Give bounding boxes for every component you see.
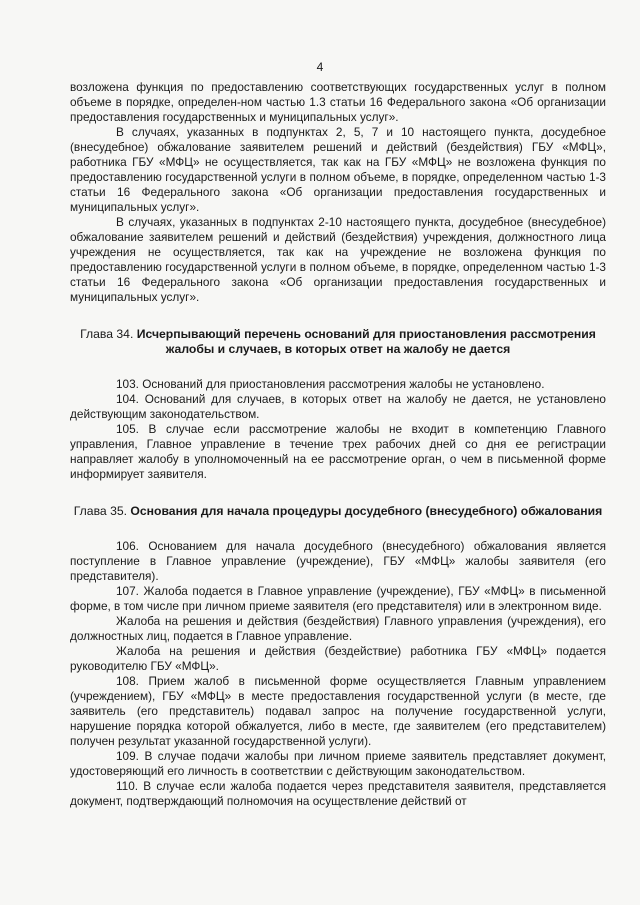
paragraph: 108. Прием жалоб в письменной форме осуществляется Главным управлением (учреждением), ГБУ «МФЦ» в месте предоставления государственной услуги (в месте, где заявитель (его представитель) подавал запрос на получение государственной услуги, нарушение порядка которой обжалуется, либо в месте, где заявителем (его представителем) получен результат указанной государственной услуги). bbox=[70, 674, 606, 748]
paragraph: В случаях, указанных в подпунктах 2, 5, 7 и 10 настоящего пункта, досудебное (внесудебное) обжалование заявителем решений и действий (бездействия) ГБУ «МФЦ», работника ГБУ «МФЦ» не осуществляется, так как на ГБУ «МФЦ» не возложена функция по предоставлению государственной услуги в полном объеме, в порядке, определенном частью 1-3 статьи 16 Федерального закона «Об организации предоставления государственных и муниципальных услуг». bbox=[70, 125, 606, 214]
paragraph: Жалоба на решения и действия (бездействия) Главного управления (учреждения), его должностных лиц, подается в Главное управление. bbox=[70, 614, 606, 643]
page-number: 4 bbox=[316, 60, 324, 74]
document-body bbox=[70, 58, 606, 809]
chapter-34-title: Исчерпывающий перечень оснований для приостановления рассмотрения жалобы и случаев, в которых ответ на жалобу не дается bbox=[136, 327, 596, 356]
paragraph: 103. Оснований для приостановления рассмотрения жалобы не установлено. bbox=[116, 377, 545, 391]
paragraph: В случаях, указанных в подпунктах 2-10 настоящего пункта, досудебное (внесудебное) обжалование заявителем решений и действий (бездействия) учреждения, должностного лица учреждения не осуществляется, так как на учреждение не возложена функция по предоставлению государственной услуги в полном объеме, в порядке, определенном частью 1-3 статьи 16 Федерального закона «Об организации предоставления государственных и муниципальных услуг». bbox=[70, 215, 606, 304]
chapter-34-prefix: Глава 34. bbox=[80, 327, 134, 341]
paragraph: 107. Жалоба подается в Главное управление (учреждение), ГБУ «МФЦ» в письменной форме, в том числе при личном приеме заявителя (его представителя) или в электронном виде. bbox=[70, 584, 606, 613]
paragraph: 104. Оснований для случаев, в которых ответ на жалобу не дается, не установлено действующим законодательством. bbox=[70, 392, 606, 421]
paragraph: 110. В случае если жалоба подается через представителя заявителя, представляется документ, подтверждающий полномочия на осуществление действий от bbox=[70, 779, 606, 808]
chapter-35-prefix: Глава 35. bbox=[73, 504, 128, 518]
chapter-35-heading bbox=[70, 504, 606, 519]
paragraph: возложена функция по предоставлению соответствующих государственных услуг в полном объеме в порядке, определен-ном частью 1.3 статьи 16 Федерального закона «Об организации предоставления государственных и муниципальных услуг». bbox=[70, 80, 606, 124]
paragraph: 109. В случае подачи жалобы при личном приеме заявитель представляет документ, удостоверяющий его личность в соответствии с действующим законодательством. bbox=[70, 749, 606, 778]
paragraph: Жалоба на решения и действия (бездействие) работника ГБУ «МФЦ» подается руководителю ГБУ «МФЦ». bbox=[70, 644, 606, 673]
chapter-35-title: Основания для начала процедуры досудебного (внесудебного) обжалования bbox=[130, 504, 603, 518]
chapter-34-heading bbox=[70, 327, 606, 357]
paragraph: 105. В случае если рассмотрение жалобы не входит в компетенцию Главного управления, Главное управление в течение трех рабочих дней со дня ее регистрации направляет жалобу в уполномоченный на ее рассмотрение орган, о чем в письменной форме информирует заявителя. bbox=[70, 422, 606, 481]
paragraph: 106. Основанием для начала досудебного (внесудебного) обжалования является поступление в Главное управление (учреждение), ГБУ «МФЦ» жалобы заявителя (его представителя). bbox=[70, 539, 606, 583]
